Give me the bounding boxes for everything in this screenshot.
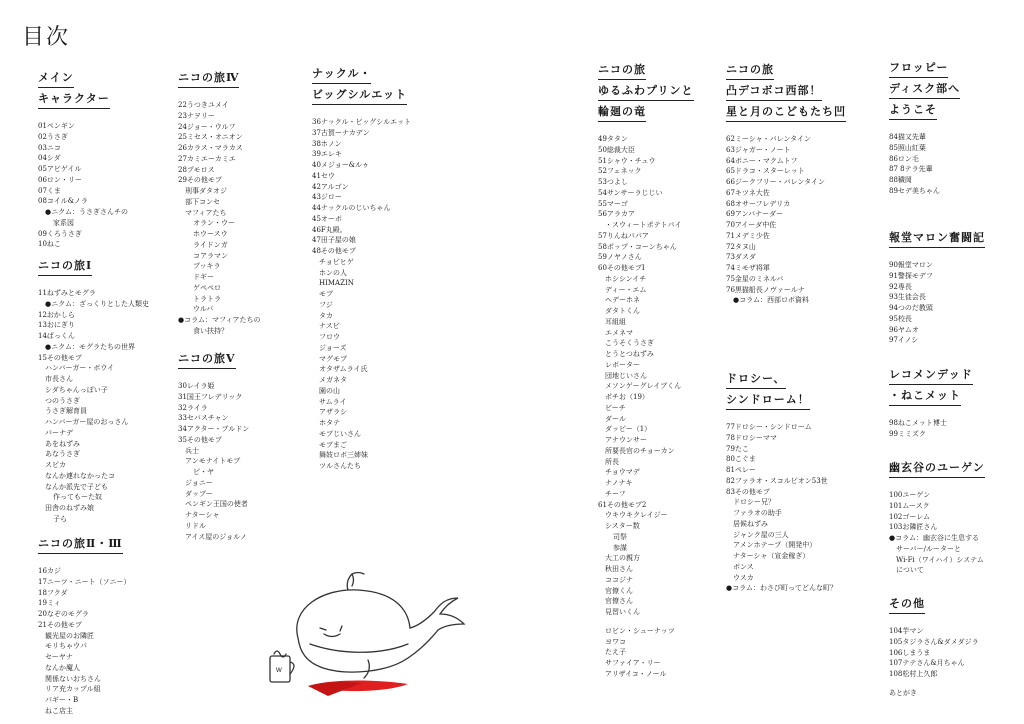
toc-entry: 70アイーダ中佐 [726,221,777,229]
toc-entry: 101ムースク [889,501,930,510]
whale-illustration [268,568,468,700]
toc-entry: とうとつねずみ [605,350,654,358]
toc-entry: ナターシャ [185,511,220,519]
toc-entry: アナウンサー [605,436,647,444]
toc-entry: 12おかしら [38,310,75,319]
toc-entry: 18フクダ [38,588,68,597]
toc-entry: ホシシンイチ [605,274,647,283]
toc-entry: 81ペレー [726,466,756,474]
section-heading-line: 輪廻の竜 [598,104,646,122]
toc-entry: 20なぞのモグラ [38,610,89,618]
toc-entry: コアラマン [193,251,228,260]
toc-entry: 69アンバナーダー [726,210,784,219]
toc-entry: サファイア・リー [605,659,661,667]
section-heading [889,596,1014,617]
toc-entry: 所要長官のチョーカン [605,446,675,455]
toc-entry: 兵士 [185,446,199,455]
toc-entry: チーフ [605,489,626,498]
toc-entry: アイス屋のジョルノ [185,532,247,541]
toc-entry: 99ミミズク [889,429,926,438]
section-yugen [889,460,1014,576]
toc-entry: 09くろうさぎ [38,229,82,238]
toc-entry: 67キツネ大佐 [726,188,770,197]
toc-entry: 02うさぎ [38,132,68,141]
toc-entry: ダッピー（1） [605,425,652,434]
toc-entry: ドロシー兄？ [733,498,775,507]
toc-entry: 59ノヤノさん [598,253,642,262]
section-heading-line: ・ねこメット [889,388,961,406]
toc-entry: ディー・エム [605,285,647,294]
toc-entry: ボンス [733,562,754,571]
toc-entry: 08コイル&ノラ [38,197,88,206]
toc-entry: 54サンサーラじじい [598,188,663,197]
section-heading [598,62,718,125]
toc-entry: ペンギン王国の使者 [185,500,248,509]
toc-entry: ねこ店主 [45,706,73,715]
toc-entry: 84猫又先輩 [889,133,926,141]
toc-entry: ●コラム：マフィアたちの [178,316,261,324]
toc-entry: 98ねこメット博士 [889,419,947,427]
toc-entry: 38ホノン [312,139,342,148]
toc-entry: 33セバスチャン [178,414,229,423]
toc-entry: トラトラ [193,294,221,303]
section-heading [889,230,1009,251]
toc-entry: ●ニクム：ざっくりとした人類史 [45,299,149,308]
toc-entry: エメネマ [605,328,633,337]
section-heading [38,258,173,279]
toc-entry: ナスビ [319,322,340,331]
toc-entry: 居候ねずみ [733,519,768,528]
toc-entry: 耳組組 [605,317,626,326]
toc-entry: 42アルゴン [312,182,349,191]
toc-entry: HIMAZIN [319,279,354,288]
toc-entry: 41セウ [312,171,335,180]
section-heading [889,460,1014,481]
toc-entry: 37古賀ーナカデン [312,128,370,137]
section-heading-line: 報堂マロン奮闘記 [889,230,985,248]
toc-entry: 63ジャガー・ノート [726,145,791,154]
toc-entry: ハンバーガー屋のおっさん [45,418,129,426]
toc-entry: タカ [319,311,333,320]
toc-entry: 35その他モブ [178,435,222,444]
toc-entry: なんか連れなかったコ [45,471,115,480]
toc-entry: ココジナ [605,575,633,584]
toc-entry: 80こぐま [726,455,756,464]
section-main [38,70,168,250]
toc-entry: あとがき [889,688,917,697]
toc-entry: 79たこ [726,444,749,453]
toc-entry: ●コラム：わさび町ってどんな町？ [726,584,838,593]
toc-entry: 23ナヲリー [178,111,215,120]
section-dorothy [726,371,866,594]
toc-entry: 29その他モブ [178,176,222,185]
toc-entry: 参謀 [613,543,627,552]
toc-entry: ブッキラ [193,262,221,271]
toc-entry: チョウマデ [605,468,640,477]
section-heading-line: フロッピー [889,60,948,78]
toc-entry: 03ニコ [38,143,61,152]
toc-entry: 21その他モブ [38,620,82,629]
section-heading-line: ニコの旅 [726,62,774,80]
toc-entry: 91警探モデフ [889,271,933,280]
section-heading-line: キャラクター [38,91,110,109]
section-heading-line: ビッグシルエット [312,87,407,105]
toc-entry: こうそくうさぎ [605,339,654,348]
toc-entry: 82ファラオ・スコルピオン53世 [726,476,828,485]
section-heading-line: レコメンデッド [889,367,973,385]
toc-entry: 61その他モブ2 [598,500,647,509]
toc-entry: パギー・B [45,696,79,704]
toc-entry: 30レイラ姫 [178,382,215,390]
toc-entry: 36ナックル・ビッグシルエット [312,118,411,126]
toc-entry: 24ジョー・ウルフ [178,122,236,131]
toc-entry: 刑事ダタオジ [185,187,227,195]
toc-entry: 16カジ [38,567,61,575]
toc-entry: 97イノシ [889,336,919,345]
toc-entry: 68オサーフレデリカ [726,199,791,208]
toc-entry: 観光屋のお隣匠 [45,631,94,640]
section-dekoboko [726,62,866,306]
toc-entry: 50総裁大臣 [598,145,635,154]
toc-entry: ダタトくん [605,307,640,315]
toc-entry: つのうさぎ [45,396,80,405]
section-recommend [889,367,1009,440]
toc-entry: Wi-Fi（ワイハイ）システム [896,555,984,564]
toc-entry: 官僚くん [605,586,633,595]
toc-entry: 57りんねパパア [598,231,649,240]
section-heading-line: ニコの旅Ⅰ [38,258,92,276]
toc-entry: アメンホテープ（開発中） [733,541,817,550]
toc-entry: 89セデ美ちゃん [889,186,940,195]
section-tabi23 [38,536,168,717]
toc-entry: 22うつきユメイ [178,101,229,109]
toc-entry: ゲペペロ [193,283,221,292]
toc-entry: ライドンガ [193,240,228,249]
toc-entry: 107テテさん&月ちゃん [889,659,965,668]
toc-entry: 25ミセス・オニオン [178,133,243,142]
toc-entry: ●ニクム：モグラたちの世界 [45,342,135,351]
toc-entry: 74ミモザ将軍 [726,264,770,272]
toc-entry: 01ペンギン [38,122,75,130]
toc-entry: 40メジョー&ルゥ [312,161,369,169]
section-other [889,596,1014,699]
toc-entry: 見習いくん [605,608,640,616]
toc-entry: 所長 [605,457,619,466]
toc-entry: 司祭 [613,532,627,541]
toc-entry: フジ [319,300,333,309]
toc-entry: ダール [605,414,626,423]
toc-entry: 28プモロス [178,165,215,174]
toc-entry: ナノナキ [605,479,633,487]
toc-entry: 市長さん [45,375,73,383]
toc-entry: 106しまうま [889,648,931,657]
toc-entry: ウスカ [733,573,754,582]
toc-entry: 19ミィ [38,599,61,608]
toc-entry: 96ヤムオ [889,325,919,334]
toc-entry: ジョーズ [319,343,347,352]
toc-entry: 77ドロシー・シンドローム [726,423,812,431]
spacer [889,680,1014,688]
toc-entry: モブまご [319,440,347,449]
section-heading-line: シンドローム！ [726,392,810,410]
toc-entry: 58ポップ・コーンちゃん [598,242,677,251]
page-title: 目次 [22,25,71,50]
toc-entry: メソンゲーグレイブくん [605,382,682,391]
toc-entry: 71メデミ少佐 [726,231,770,240]
toc-entry: 60その他モブⅠ [598,264,645,272]
toc-entry: 66ジークフリー・バレンタイン [726,178,826,186]
toc-entry: 49タタン [598,135,628,143]
section-heading [889,367,1009,409]
toc-entry: 31国王フレデリック [178,392,243,401]
toc-entry: ピ・ヤ [193,468,214,476]
toc-entry: 88穢岡 [889,176,912,184]
section-heading [312,66,442,108]
toc-entry: 田舎のねずみ娘 [45,504,94,512]
toc-entry: 85照山紅葉 [889,143,926,152]
toc-entry: アザラシ [319,408,347,417]
toc-entry: モリちゃウパ [45,642,87,651]
toc-entry: バーナデ [45,428,73,437]
toc-entry: 部下コンセ [185,197,220,206]
toc-entry: 団地じいさん [605,371,647,380]
toc-entry: 07くま [38,186,61,195]
toc-entry: 56アラカア [598,210,635,219]
section-heading-line: ようこそ [889,102,937,120]
toc-entry: 78ドロシーママ [726,433,777,442]
toc-entry: 52フェネック [598,167,642,176]
toc-entry: モブ [319,290,333,298]
toc-entry: 105タジラさん&ダメダジラ [889,637,979,646]
toc-entry: 104芋マン [889,627,924,635]
toc-entry: ホウースウ [193,230,228,238]
section-heading-line: メイン [38,70,74,88]
section-heading [726,62,866,125]
toc-entry: 05アビゲイル [38,165,82,173]
toc-entry: 32ライラ [178,403,208,412]
toc-entry: 46F丸殿。 [312,225,347,234]
toc-entry: なんか魔人 [45,663,80,672]
toc-entry: 87 8テラ先輩 [889,165,933,174]
section-heading [178,70,303,91]
toc-entry: 14ぱっくん [38,332,75,340]
section-heading-line: ニコの旅Ⅱ・Ⅲ [38,536,123,554]
toc-entry: 13おにぎり [38,321,75,330]
spacer [598,618,718,626]
section-heading [38,70,168,112]
toc-entry: 95校長 [889,314,912,323]
section-purin [598,62,718,680]
toc-entry: 舞妓ロボ三姉妹 [319,451,368,460]
section-tabi5 [178,351,303,542]
toc-entry: 100ユーゲン [889,491,931,499]
toc-entry: 64ボニー・マクムトフ [726,156,798,165]
toc-entry: アンモナイトモブ [185,457,241,466]
section-heading [726,371,866,413]
toc-entry: セーヤナ [45,653,73,661]
toc-entry: たえ子 [605,648,626,657]
toc-entry: 45オーボ [312,214,342,223]
toc-entry: 大工の親方 [605,554,640,563]
toc-entry: ダッブー [185,489,213,498]
toc-entry: 51シャウ・チュウ [598,156,656,165]
toc-entry: ●ニクム：うさぎさんチの [45,208,128,216]
section-heading-line: ディスク部へ [889,81,960,99]
toc-entry: 92専長 [889,282,912,291]
toc-entry: 17ニーツ・ニート（ソニー） [38,577,131,586]
toc-entry: フロウ [319,333,340,341]
toc-entry: 102ゴーレム [889,512,930,521]
toc-entry: 44ナックルのじいちゃん [312,204,391,212]
toc-entry: 103お隣匠さん [889,523,938,532]
toc-entry: 官僚さん [605,597,633,606]
toc-entry: 子ら [53,514,67,523]
toc-entry: あをねずみ [45,439,80,448]
toc-entry: 94つのだ教頭 [889,304,933,312]
toc-entry: あなうさぎ [45,450,80,459]
section-floppy [889,60,1009,197]
toc-entry: 39エレキ [312,150,342,159]
toc-entry: ジャンク屋の三人 [733,530,789,539]
section-heading-line: その他 [889,596,925,614]
toc-entry: うさぎ解育員 [45,407,87,416]
toc-entry: スピカ [45,461,66,469]
toc-entry: 34アクター・ブルドン [178,425,250,433]
toc-entry: マグモブ [319,354,347,363]
toc-entry: ●コラム：西部ロボ資料 [733,296,810,305]
toc-entry: 90報堂マロン [889,261,933,269]
toc-entry: 作ってもーた奴 [53,493,102,502]
toc-entry: 76黒猫船長ノヴァールナ [726,285,805,294]
toc-entry: リア充カップル組 [45,685,101,694]
toc-entry: 65ドラコ・スターレット [726,167,805,176]
toc-entry: 06ロン・リー [38,175,82,184]
toc-entry: ハンバーガー・ボウイ [45,364,115,373]
toc-entry: オタザムライ氏 [319,365,368,374]
toc-entry: 83その他モブ [726,487,770,496]
toc-entry: マフィアたち [185,208,227,217]
toc-entry: 48その他モブ [312,247,356,255]
toc-entry: チョビヒゲ [319,257,354,266]
toc-entry: ツルさんたち [319,462,361,470]
svg-text:w: w [276,665,282,674]
toc-entry: 47田子屋の娘 [312,236,356,245]
toc-entry: ヨワコ [605,637,626,646]
toc-entry: 72タヌ山 [726,242,756,251]
toc-entry: オラン・ウー [193,219,235,228]
section-heading-line: 幽玄谷のユーゲン [889,460,985,478]
section-heading-line: 凸デコボコ西部！ [726,83,822,101]
toc-entry: 43ジロー [312,193,342,202]
toc-entry: 26カラス・マラカス [178,144,243,152]
toc-entry: 75金星のミネルバ [726,274,784,283]
toc-entry: ホンの人 [319,268,347,277]
toc-entry: 秋田さん [605,565,633,573]
section-heading-line: ゆるふわプリンと [598,83,694,101]
toc-entry: 108松村上久郎 [889,670,938,678]
toc-entry: ●コラム：幽玄谷に生息する [889,534,980,542]
section-heading-line: ニコの旅Ⅴ [178,351,236,369]
section-heading [38,536,168,557]
section-tabi1 [38,258,173,525]
toc-entry: ファラオの助手 [733,509,782,517]
section-knuckle [312,66,442,472]
toc-entry: ホタテ [319,419,340,427]
toc-entry: 53つよし [598,178,628,186]
toc-entry: レボーター [605,360,640,369]
section-heading-line: ニコの旅 [598,62,646,80]
toc-entry: 11ねずみとモグラ [38,289,96,297]
toc-entry: 55マーゴ [598,199,628,208]
section-houdou [889,230,1009,346]
toc-entry: サムライ [319,397,347,406]
toc-entry: ウキウキクレイジー [605,511,668,520]
toc-entry: 73ダスダ [726,253,756,262]
toc-entry: ロビン・シューナッツ [605,626,675,635]
toc-entry: 04シダ [38,154,61,163]
toc-entry: ビーチ [605,403,626,412]
toc-entry: サーバー/ルーターと [896,544,962,553]
toc-entry: 関係ないおちさん [45,674,101,683]
section-heading-line: 星と月のこどもたち凹 [726,104,846,122]
section-heading-line: ドロシー、 [726,371,786,389]
toc-entry: 園の山 [319,386,340,395]
toc-entry: 10ねこ [38,240,61,249]
toc-entry: 27カミエーカミエ [178,154,236,163]
toc-entry: メガネタ [319,376,347,384]
toc-entry: なんか派先で子ども [45,482,108,491]
toc-entry: 食い扶持？ [193,326,228,335]
toc-entry: ドギー [193,273,214,281]
toc-entry: ポチお（19） [605,393,649,401]
toc-entry: ジョニー [185,478,213,487]
section-heading-line: ニコの旅Ⅳ [178,70,239,88]
toc-entry: アリザイコ・ノール [605,669,667,678]
toc-entry: 15その他モブ [38,353,82,362]
toc-entry: 62ミーシャ・バレンタイン [726,135,812,143]
toc-entry: シダちゃんっぽい子 [45,385,108,394]
toc-entry: ウルバ [193,305,214,314]
section-heading [178,351,303,372]
toc-entry: 86ロン毛 [889,154,919,163]
section-tabi4 [178,70,303,337]
toc-entry: ナターシャ（宣金稼ぎ） [733,552,810,560]
section-heading-line: ナックル・ [312,66,371,84]
toc-entry: 家系図 [53,218,74,227]
toc-entry: シスター数 [605,522,640,530]
section-heading [889,60,1009,123]
toc-entry: ・スウィートポテトパイ [605,221,682,229]
toc-entry: モブじいさん [319,429,361,438]
toc-entry: ヘデーホネ [605,296,640,305]
toc-entry: リドル [185,521,206,530]
toc-entry: について [896,566,924,575]
toc-entry: 93生徒会長 [889,293,926,302]
